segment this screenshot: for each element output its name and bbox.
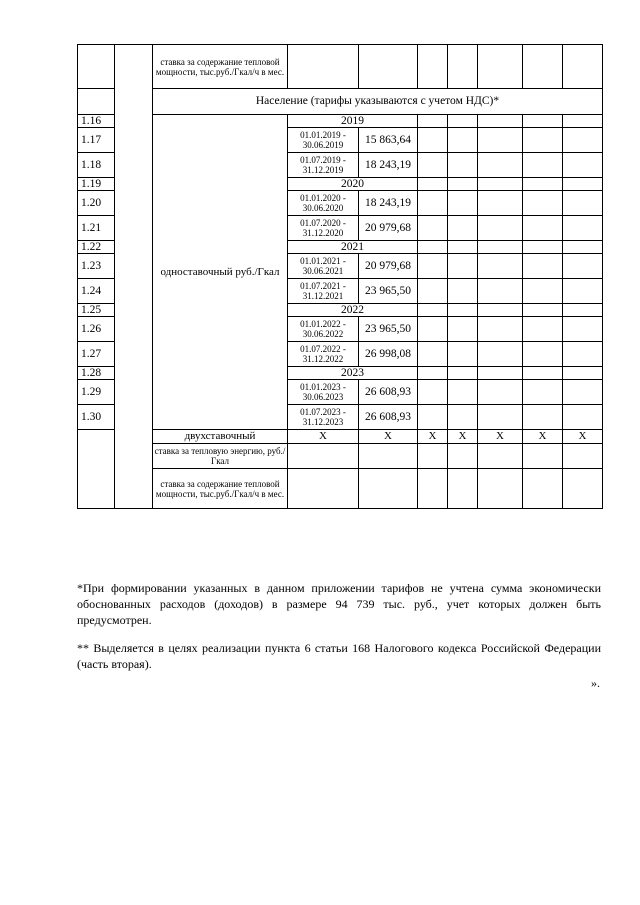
row-number: 1.21 [78,216,115,241]
row-number: 1.25 [78,304,115,317]
energy-rate-label: ставка за тепловую энергию, руб./Гкал [153,444,288,469]
tariff-value: 20 979,68 [359,216,418,241]
year-label: 2023 [288,367,418,380]
table-row [78,45,603,89]
x-mark: X [288,430,359,444]
footnote-1: *При формировании указанных в данном приложении тарифов не учтена сумма экономически обоснованных расходов (доходов) в размере 94 739 тыс. руб., учет которых должен быть предусмотрен. [77,581,601,627]
table-row [78,469,603,509]
period-label: 01.01.2021 - 30.06.2021 [288,254,359,279]
section-header: Население (тарифы указываются с учетом НДС)* [153,89,603,115]
tariff-value: 26 608,93 [359,380,418,405]
x-mark: X [359,430,418,444]
x-mark: X [523,430,563,444]
period-label: 01.01.2019 - 30.06.2019 [288,128,359,153]
period-label: 01.07.2022 - 31.12.2022 [288,342,359,367]
capacity-rate-label: ставка за содержание тепловой мощности, тыс.руб./Гкал/ч в мес. [153,469,288,509]
merged-column [115,45,153,509]
period-label: 01.07.2020 - 31.12.2020 [288,216,359,241]
tariff-value: 18 243,19 [359,153,418,178]
table-row [78,444,603,469]
year-label: 2021 [288,241,418,254]
tariff-value: 23 965,50 [359,279,418,304]
row-number: 1.20 [78,191,115,216]
tariff-value: 20 979,68 [359,254,418,279]
row-number: 1.22 [78,241,115,254]
tariff-value: 15 863,64 [359,128,418,153]
period-label: 01.01.2020 - 30.06.2020 [288,191,359,216]
year-label: 2022 [288,304,418,317]
row-number: 1.30 [78,405,115,430]
tariff-value: 26 998,08 [359,342,418,367]
two-part-label: двухставочный [153,430,288,444]
period-label: 01.07.2019 - 31.12.2019 [288,153,359,178]
row-number: 1.24 [78,279,115,304]
period-label: 01.07.2023 - 31.12.2023 [288,405,359,430]
row-number: 1.23 [78,254,115,279]
x-mark: X [478,430,523,444]
year-label: 2020 [288,178,418,191]
one-part-label: одноставочный руб./Гкал [153,115,288,430]
table-row [78,430,603,444]
tariff-value: 18 243,19 [359,191,418,216]
capacity-rate-label: ставка за содержание тепловой мощности, тыс.руб./Гкал/ч в мес. [153,45,288,89]
year-label: 2019 [288,115,418,128]
row-number: 1.28 [78,367,115,380]
row-number: 1.19 [78,178,115,191]
row-number: 1.17 [78,128,115,153]
table-row [78,89,603,115]
tariff-value: 26 608,93 [359,405,418,430]
row-number: 1.27 [78,342,115,367]
footnote-2: ** Выделяется в целях реализации пункта 6 статьи 168 Налогового кодекса Российской Федерации (часть вторая). [77,641,601,671]
x-mark: X [563,430,603,444]
row-number: 1.18 [78,153,115,178]
period-label: 01.01.2022 - 30.06.2022 [288,317,359,342]
period-label: 01.07.2021 - 31.12.2021 [288,279,359,304]
tariff-table [77,44,603,509]
closing-quote: ». [591,676,600,690]
row-number: 1.16 [78,115,115,128]
x-mark: X [418,430,448,444]
x-mark: X [448,430,478,444]
row-number: 1.26 [78,317,115,342]
row-number: 1.29 [78,380,115,405]
period-label: 01.01.2023 - 30.06.2023 [288,380,359,405]
tariff-value: 23 965,50 [359,317,418,342]
table-row [78,115,603,128]
